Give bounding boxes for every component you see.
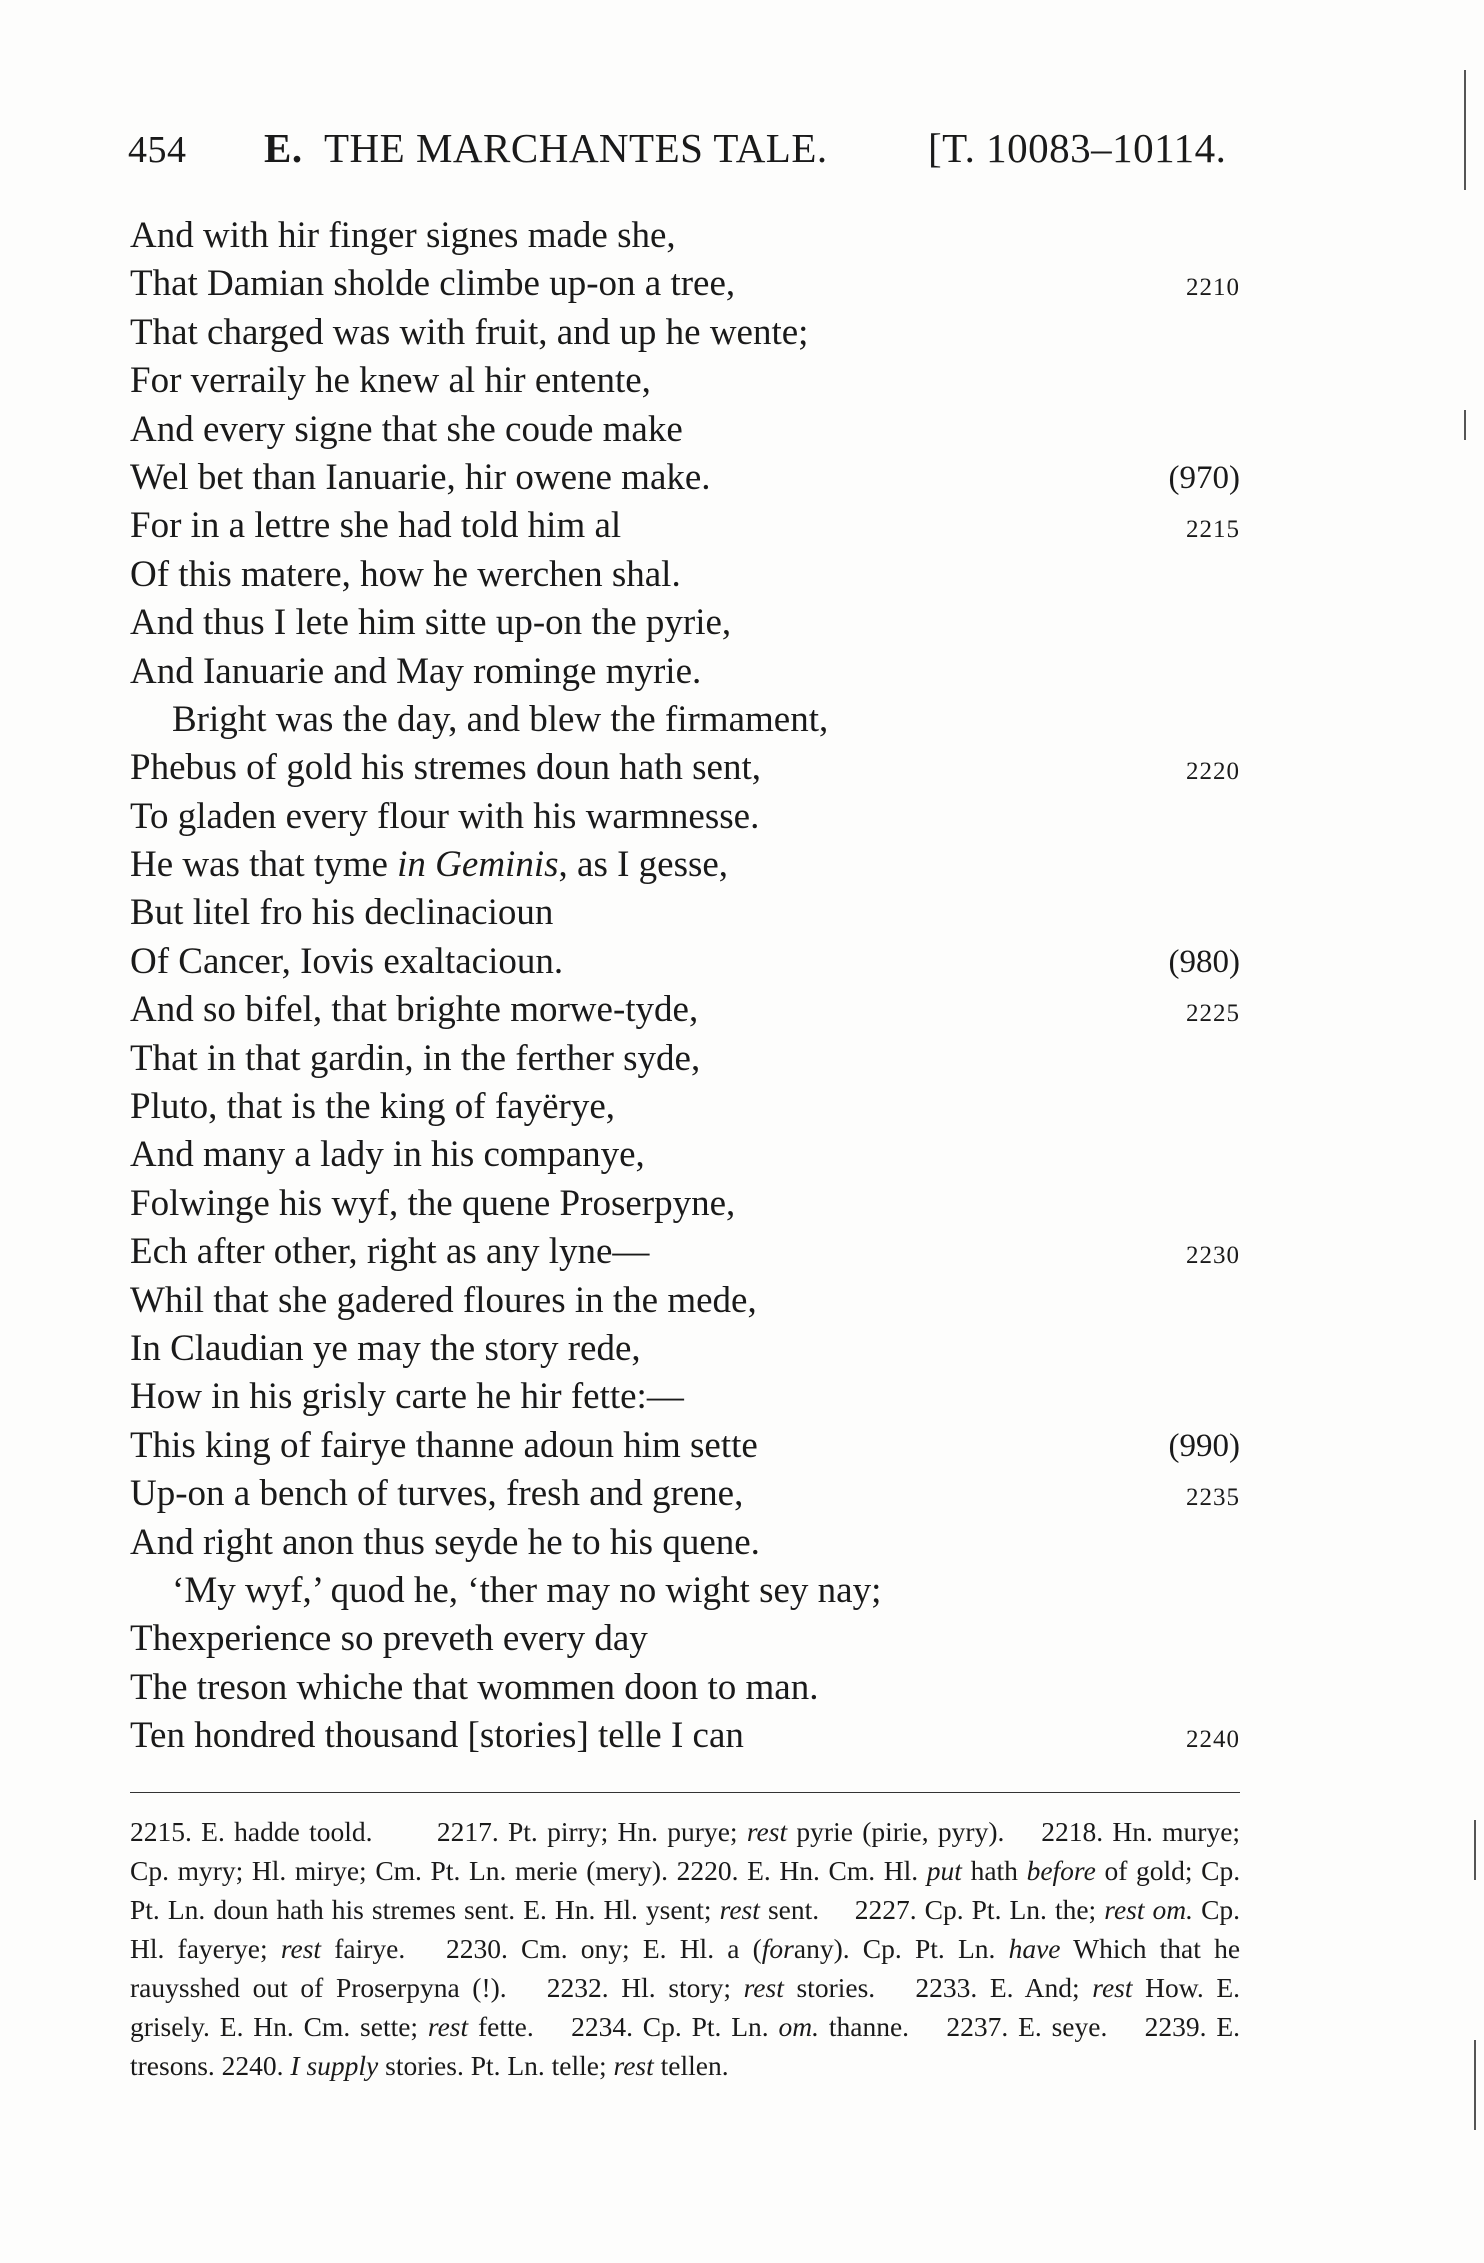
verse-text: And right anon thus seyde he to his quene. (130, 1521, 760, 1563)
verse-line (130, 744, 1240, 792)
footnote-italic: before (1026, 1855, 1096, 1886)
verse-text: ‘My wyf,’ quod he, ‘ther may no wight sey nay; (172, 1569, 882, 1611)
verse-text: And every signe that she coude make (130, 408, 683, 450)
line-number: 2240 (1186, 1726, 1240, 1754)
verse-text: Thexperience so preveth every day (130, 1618, 648, 1660)
line-number: 2230 (1186, 1242, 1240, 1270)
footnote: thanne. (828, 2011, 910, 2042)
running-title: THE MARCHANTES TALE. (324, 125, 828, 171)
verse-text: But litel fro his declinacioun (130, 892, 554, 934)
verse-text: And thus I lete him sitte up-on the pyrie, (130, 602, 732, 644)
verse-line (130, 357, 1240, 405)
verse-line (130, 406, 1240, 454)
verse-line (130, 696, 1240, 744)
footnote-italic: rest (1092, 1972, 1133, 2003)
verse-text: The treson whiche that wommen doon to man. (130, 1666, 819, 1708)
verse-line (130, 1131, 1240, 1179)
line-number: 2215 (1186, 516, 1240, 544)
footnote: 2240. (221, 2050, 284, 2081)
footnote: tellen. (660, 2050, 729, 2081)
verse-line (130, 1422, 1240, 1470)
footnote: 2218. Hn. murye; Cp. myry; Hl. mirye; Cm. Pt. Ln. merie (mery). (130, 1816, 1241, 1886)
footnote: Cp. Hl. fayerye; (130, 1894, 1241, 1964)
verse-block (130, 212, 1240, 1761)
line-number: 2225 (1186, 1000, 1240, 1028)
footnote-italic: rest (746, 1816, 788, 1847)
verse-text: Of Cancer, Iovis exaltacioun. (130, 940, 564, 982)
footnote-italic: rest (613, 2050, 654, 2081)
verse-line (130, 793, 1240, 841)
line-number: 2220 (1186, 758, 1240, 786)
verse-line (130, 1228, 1240, 1276)
verse-line (130, 1712, 1240, 1760)
verse-text: And Ianuarie and May rominge myrie. (130, 650, 702, 692)
page-number: 454 (128, 129, 187, 171)
verse-line (130, 1325, 1240, 1373)
footnote: 2215. E. hadde toold. (130, 1816, 373, 1847)
verse-text: For in a lettre she had told him al (130, 505, 622, 547)
line-number: (970) (1168, 459, 1240, 496)
verse-text: Up-on a bench of turves, fresh and grene, (130, 1473, 744, 1515)
footnote: 2233. E. And; (915, 1972, 1080, 2003)
verse-line (130, 1180, 1240, 1228)
footnote: 2239. E. tresons. (130, 2011, 1241, 2081)
verse-text: To gladen every flour with his warmnesse. (130, 795, 760, 837)
footnote-italic: put (926, 1855, 962, 1886)
verse-line (130, 502, 1240, 550)
footnote-italic: rest (719, 1894, 760, 1925)
verse-line (130, 309, 1240, 357)
verse-line (130, 551, 1240, 599)
verse-text: Phebus of gold his stremes doun hath sent, (130, 747, 762, 789)
line-number: (990) (1168, 1427, 1240, 1464)
line-number: 2210 (1186, 274, 1240, 302)
verse-line (130, 1615, 1240, 1663)
line-number: (980) (1168, 943, 1240, 980)
footnote: 2227. Cp. Pt. Ln. the; (854, 1894, 1097, 1925)
verse-text: In Claudian ye may the story rede, (130, 1327, 641, 1369)
verse-text: And many a lady in his companye, (130, 1134, 645, 1176)
verse-line (130, 889, 1240, 937)
footnote: pyrie (pirie, pyry). (796, 1816, 1005, 1847)
footnote: 2234. Cp. Pt. Ln. (571, 2011, 769, 2042)
footnotes (130, 1812, 1240, 2085)
verse-line (130, 212, 1240, 260)
verse-text: That in that gardin, in the ferther syde, (130, 1037, 701, 1079)
verse-text: This king of fairye thanne adoun him sette (130, 1424, 758, 1466)
verse-line (130, 1373, 1240, 1421)
verse-line (130, 260, 1240, 308)
verse-line (130, 1035, 1240, 1083)
verse-text: Whil that she gadered floures in the mede, (130, 1279, 757, 1321)
footnote: fette. (478, 2011, 534, 2042)
footnote-italic: I supply (290, 2050, 379, 2081)
footnote-paragraph (130, 1812, 1240, 2085)
verse-line (130, 648, 1240, 696)
verse-text: Wel bet than Ianuarie, hir owene make. (130, 456, 711, 498)
verse-text: And so bifel, that brighte morwe-tyde, (130, 989, 699, 1031)
footnote-italic: rest (427, 2011, 469, 2042)
margin-scan-mark (1464, 410, 1466, 440)
footnote: 2220. E. Hn. Cm. Hl. (676, 1855, 919, 1886)
verse-text: Ech after other, right as any lyne— (130, 1231, 650, 1273)
verse-text: For verraily he knew al hir entente, (130, 360, 651, 402)
verse-text: Ten hondred thousand [stories] telle I can (130, 1715, 744, 1757)
footnote: How. E. grisely. E. Hn. Cm. sette; (130, 1972, 1241, 2042)
verse-text: Bright was the day, and blew the firmament, (172, 698, 829, 740)
footnote: hath (970, 1855, 1018, 1886)
footnote-italic: rest om. (1104, 1894, 1194, 1925)
verse-line (130, 599, 1240, 647)
footnote: of gold; Cp. Pt. Ln. doun hath his stremes sent. E. Hn. Hl. ysent; (130, 1855, 1241, 1925)
verse-text: And with hir finger signes made she, (130, 215, 676, 256)
verse-line (130, 986, 1240, 1034)
verse-line (130, 454, 1240, 502)
footnote: sent. (767, 1894, 820, 1925)
verse-line (130, 1519, 1240, 1567)
footnote-italic: rest (280, 1933, 322, 1964)
verse-text: That Damian sholde climbe up-on a tree, (130, 263, 736, 305)
footnote: stories. (796, 1972, 876, 2003)
verse-text: How in his grisly carte he hir fette:— (130, 1376, 684, 1418)
verse-line (130, 938, 1240, 986)
verse-line (130, 1664, 1240, 1712)
verse-text: Of this matere, how he werchen shal. (130, 553, 681, 595)
footnote-italic: rest (743, 1972, 784, 2003)
margin-scan-mark (1464, 70, 1466, 190)
verse-text: Folwinge his wyf, the quene Proserpyne, (130, 1182, 736, 1224)
running-header (128, 124, 1238, 184)
footnote: 2230. Cm. ony; E. Hl. a ( (445, 1933, 762, 1964)
footnote: fairye. (334, 1933, 406, 1964)
footnote: 2232. Hl. story; (546, 1972, 731, 2003)
footnote: Which that he rauysshed out of Proserpyna (!). (130, 1933, 1241, 2003)
verse-line (130, 1567, 1240, 1615)
line-range: [T. 10083–10114. (928, 125, 1227, 171)
footnote-italic: for (761, 1933, 794, 1964)
verse-line (130, 841, 1240, 889)
verse-text: He was that tyme in Geminis, as I gesse, (130, 844, 729, 886)
verse-italic: in Geminis (397, 844, 559, 886)
verse-line (130, 1470, 1240, 1518)
verse-line (130, 1277, 1240, 1325)
footnote: any). Cp. Pt. Ln. (793, 1933, 996, 1964)
footnote: stories. Pt. Ln. telle; (385, 2050, 607, 2081)
section-letter: E. (264, 125, 303, 171)
footnote-italic: have (1008, 1933, 1061, 1964)
verse-line (130, 1083, 1240, 1131)
footnote-italic: om. (778, 2011, 819, 2042)
footnote: 2217. Pt. pirry; Hn. purye; (436, 1816, 738, 1847)
footnote: 2237. E. seye. (946, 2011, 1108, 2042)
line-number: 2235 (1186, 1484, 1240, 1512)
margin-scan-mark (1474, 1820, 1476, 1880)
verse-text: Pluto, that is the king of fayërye, (130, 1086, 616, 1128)
verse-text: That charged was with fruit, and up he wente; (130, 311, 809, 353)
margin-scan-mark (1474, 2040, 1476, 2130)
footnote-rule (130, 1792, 1240, 1793)
